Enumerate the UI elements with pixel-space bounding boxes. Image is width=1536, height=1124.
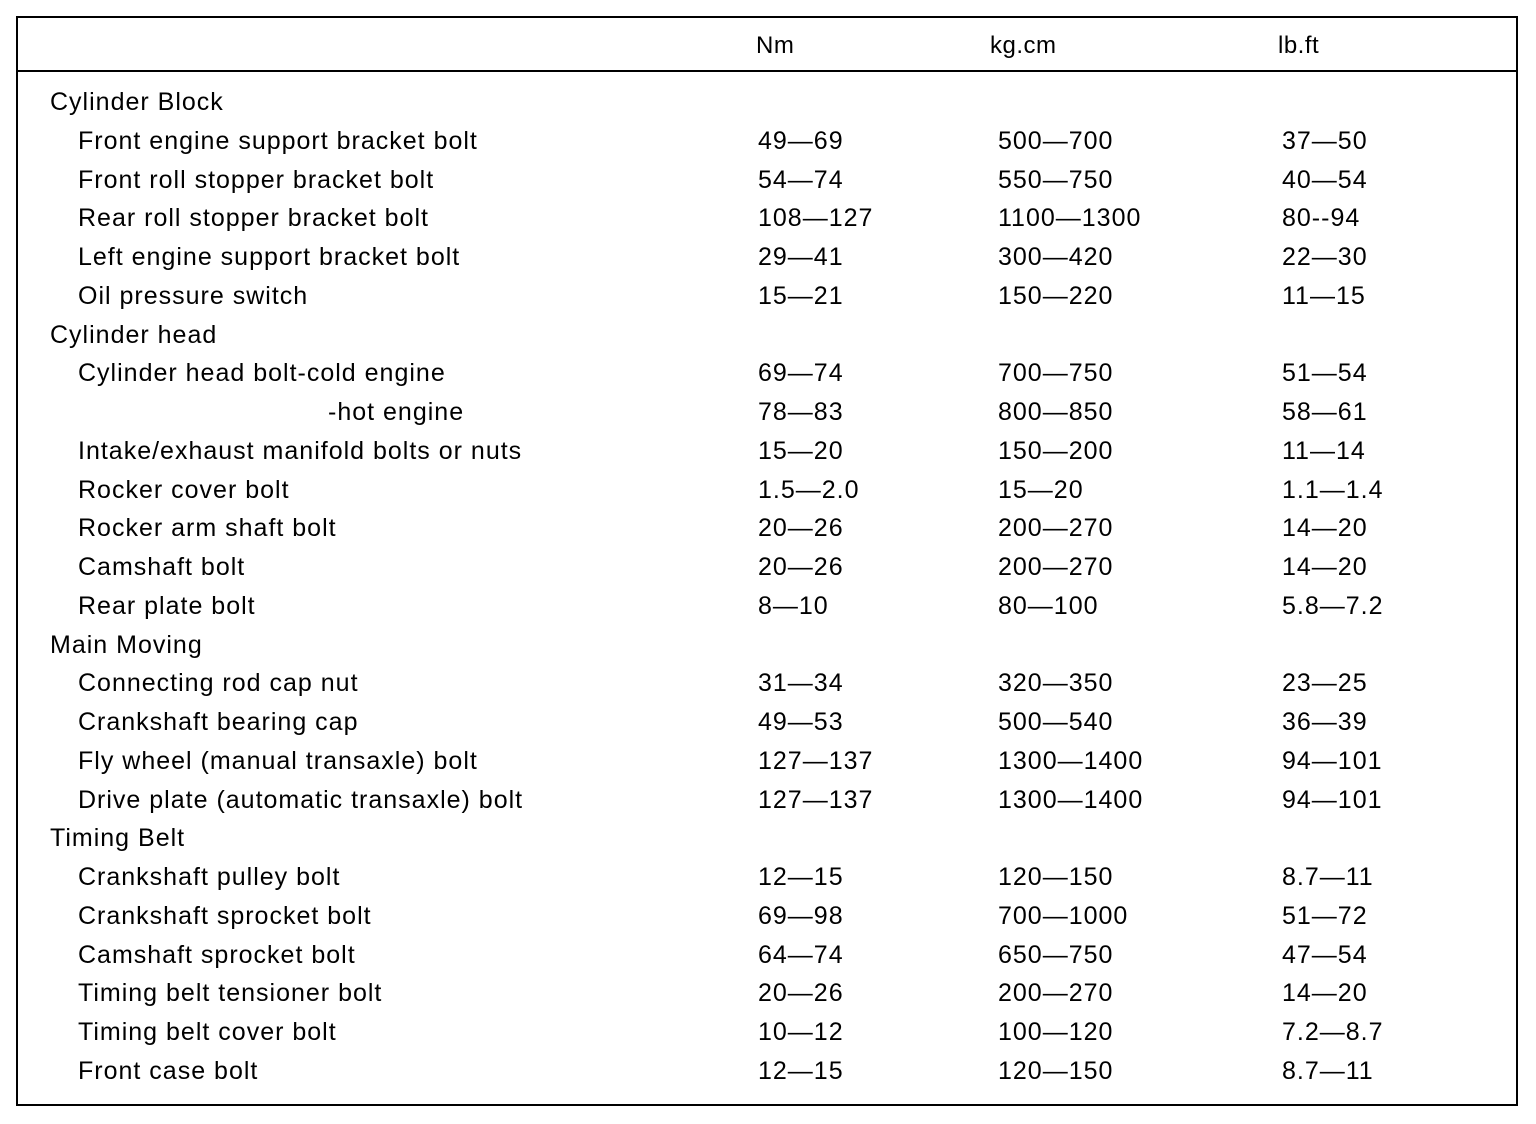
- torque-nm-value: 20—26: [758, 514, 844, 543]
- torque-lbft-value: 58—61: [1282, 398, 1368, 426]
- torque-nm-value: 10—12: [758, 1018, 844, 1046]
- section-header-row: [0, 820, 1536, 859]
- torque-kgcm-value: 100—120: [998, 1018, 1114, 1046]
- torque-kgcm-value: 700—750: [998, 359, 1114, 388]
- table-row: [0, 472, 1536, 511]
- fastener-label: Fly wheel (manual transaxle) bolt: [78, 746, 478, 775]
- section-title: Cylinder Block: [50, 88, 224, 116]
- table-row: [0, 549, 1536, 588]
- torque-kgcm-value: 1100—1300: [998, 204, 1142, 233]
- torque-nm-value: 12—15: [758, 1056, 844, 1085]
- torque-lbft-value: 51—54: [1282, 359, 1368, 388]
- torque-lbft-value: 7.2—8.7: [1282, 1018, 1384, 1046]
- fastener-label: Intake/exhaust manifold bolts or nuts: [78, 436, 523, 465]
- torque-nm-value: 69—98: [758, 901, 844, 930]
- torque-lbft-value: 11—14: [1282, 436, 1366, 465]
- fastener-label: Rocker cover bolt: [78, 475, 290, 504]
- fastener-label: Drive plate (automatic transaxle) bolt: [78, 785, 524, 814]
- torque-kgcm-value: 150—220: [998, 281, 1114, 310]
- fastener-label: Timing belt cover bolt: [78, 1018, 337, 1046]
- table-row: [0, 1053, 1536, 1092]
- torque-lbft-value: 80--94: [1282, 204, 1361, 233]
- torque-lbft-value: 47—54: [1282, 940, 1368, 969]
- torque-nm-value: 20—26: [758, 979, 844, 1008]
- fastener-label: Front case bolt: [78, 1056, 259, 1085]
- table-row: [0, 123, 1536, 162]
- torque-kgcm-value: 1300—1400: [998, 746, 1144, 775]
- torque-nm-value: 108—127: [758, 204, 874, 233]
- torque-kgcm-value: 300—420: [998, 243, 1114, 271]
- fastener-label: Front roll stopper bracket bolt: [78, 165, 435, 194]
- torque-kgcm-value: 120—150: [998, 1056, 1114, 1085]
- fastener-label: Rocker arm shaft bolt: [78, 514, 337, 543]
- torque-nm-value: 20—26: [758, 553, 844, 581]
- torque-kgcm-value: 320—350: [998, 669, 1114, 698]
- section-header-row: [0, 84, 1536, 123]
- header-divider: [16, 70, 1518, 72]
- fastener-label: Camshaft bolt: [78, 553, 246, 581]
- table-row: [0, 937, 1536, 976]
- table-row: [0, 162, 1536, 201]
- torque-nm-value: 15—20: [758, 436, 844, 465]
- column-header-lbft: lb.ft: [1278, 32, 1320, 59]
- table-row: [0, 433, 1536, 472]
- torque-lbft-value: 36—39: [1282, 708, 1368, 736]
- torque-kgcm-value: 120—150: [998, 863, 1114, 891]
- section-header-row: [0, 317, 1536, 356]
- torque-nm-value: 8—10: [758, 591, 829, 620]
- torque-kgcm-value: 200—270: [998, 979, 1114, 1008]
- torque-nm-value: 1.5—2.0: [758, 475, 860, 504]
- torque-lbft-value: 14—20: [1282, 979, 1368, 1008]
- torque-nm-value: 49—69: [758, 126, 844, 155]
- torque-kgcm-value: 200—270: [998, 553, 1114, 581]
- table-row: [0, 510, 1536, 549]
- torque-nm-value: 49—53: [758, 708, 844, 736]
- table-row: [0, 782, 1536, 821]
- fastener-label: Rear plate bolt: [78, 591, 256, 620]
- fastener-label: Rear roll stopper bracket bolt: [78, 204, 429, 233]
- torque-lbft-value: 94—101: [1282, 746, 1383, 775]
- torque-lbft-value: 94—101: [1282, 785, 1383, 814]
- table-row: [0, 355, 1536, 394]
- torque-kgcm-value: 80—100: [998, 591, 1099, 620]
- fastener-label: Connecting rod cap nut: [78, 669, 359, 698]
- table-row: [0, 200, 1536, 239]
- fastener-label: Crankshaft bearing cap: [78, 708, 359, 736]
- torque-lbft-value: 8.7—11: [1282, 863, 1374, 891]
- torque-kgcm-value: 700—1000: [998, 901, 1129, 930]
- torque-kgcm-value: 1300—1400: [998, 785, 1144, 814]
- torque-nm-value: 69—74: [758, 359, 844, 388]
- column-header-kgcm: kg.cm: [990, 32, 1057, 59]
- fastener-label: Camshaft sprocket bolt: [78, 940, 356, 969]
- table-row: [0, 239, 1536, 278]
- torque-nm-value: 31—34: [758, 669, 844, 698]
- section-header-row: [0, 627, 1536, 666]
- torque-lbft-value: 11—15: [1282, 281, 1366, 310]
- fastener-label: Crankshaft pulley bolt: [78, 863, 341, 891]
- torque-nm-value: 54—74: [758, 165, 844, 194]
- torque-kgcm-value: 500—540: [998, 708, 1114, 736]
- fastener-label: Front engine support bracket bolt: [78, 126, 478, 155]
- torque-nm-value: 29—41: [758, 243, 844, 271]
- torque-lbft-value: 14—20: [1282, 553, 1368, 581]
- torque-lbft-value: 5.8—7.2: [1282, 591, 1384, 620]
- table-row: [0, 898, 1536, 937]
- fastener-label: Crankshaft sprocket bolt: [78, 901, 372, 930]
- torque-kgcm-value: 550—750: [998, 165, 1114, 194]
- table-row: [0, 704, 1536, 743]
- torque-nm-value: 12—15: [758, 863, 844, 891]
- column-header-nm: Nm: [756, 32, 795, 59]
- table-row: [0, 278, 1536, 317]
- table-row: [0, 1014, 1536, 1053]
- torque-lbft-value: 14—20: [1282, 514, 1368, 543]
- section-title: Main Moving: [50, 630, 203, 659]
- table-row: [0, 859, 1536, 898]
- torque-lbft-value: 22—30: [1282, 243, 1368, 271]
- section-title: Timing Belt: [50, 824, 186, 853]
- section-title: Cylinder head: [50, 320, 218, 349]
- table-row: [0, 743, 1536, 782]
- torque-kgcm-value: 15—20: [998, 475, 1084, 504]
- table-row: [0, 665, 1536, 704]
- torque-kgcm-value: 650—750: [998, 940, 1114, 969]
- fastener-label: Cylinder head bolt-cold engine: [78, 359, 446, 388]
- table-row: [0, 394, 1536, 433]
- torque-lbft-value: 1.1—1.4: [1282, 475, 1384, 504]
- torque-nm-value: 78—83: [758, 398, 844, 426]
- torque-lbft-value: 8.7—11: [1282, 1056, 1374, 1085]
- table-row: [0, 588, 1536, 627]
- torque-nm-value: 64—74: [758, 940, 844, 969]
- torque-lbft-value: 23—25: [1282, 669, 1368, 698]
- torque-nm-value: 127—137: [758, 785, 874, 814]
- table-row: [0, 975, 1536, 1014]
- torque-kgcm-value: 500—700: [998, 126, 1114, 155]
- fastener-label: -hot engine: [328, 398, 465, 426]
- torque-kgcm-value: 800—850: [998, 398, 1114, 426]
- torque-lbft-value: 51—72: [1282, 901, 1368, 930]
- torque-lbft-value: 37—50: [1282, 126, 1368, 155]
- torque-lbft-value: 40—54: [1282, 165, 1368, 194]
- fastener-label: Oil pressure switch: [78, 281, 309, 310]
- torque-nm-value: 127—137: [758, 746, 874, 775]
- torque-kgcm-value: 200—270: [998, 514, 1114, 543]
- fastener-label: Timing belt tensioner bolt: [78, 979, 383, 1008]
- torque-kgcm-value: 150—200: [998, 436, 1114, 465]
- torque-nm-value: 15—21: [758, 281, 844, 310]
- fastener-label: Left engine support bracket bolt: [78, 243, 461, 271]
